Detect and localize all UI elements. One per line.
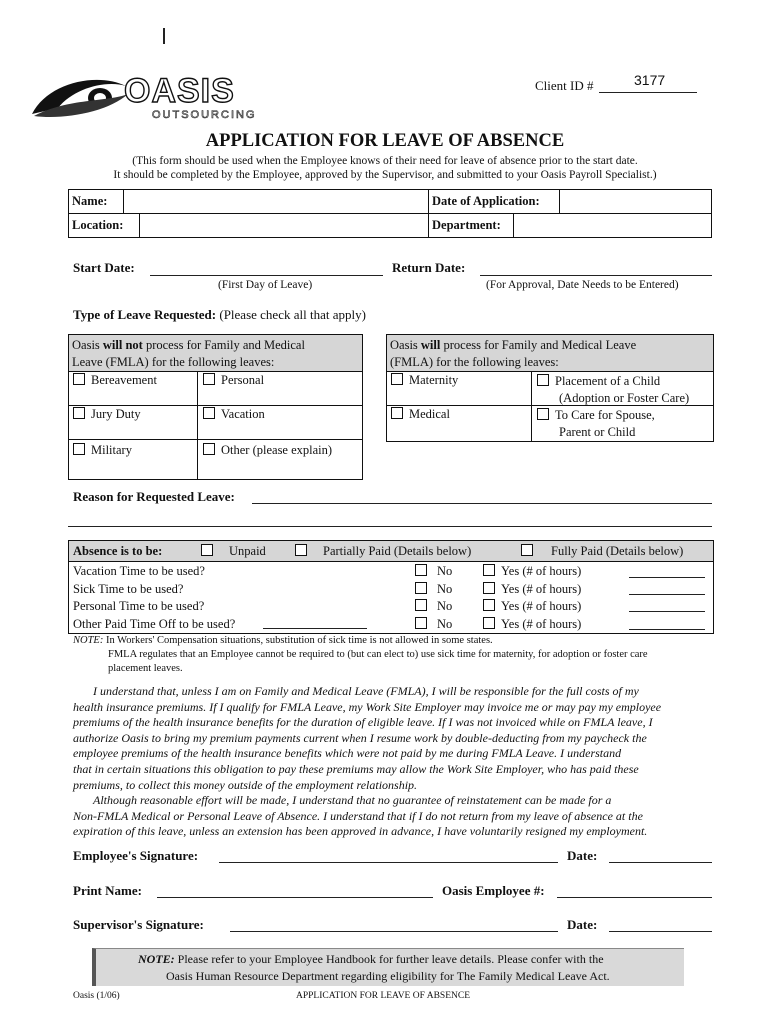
oasis-logo: [28, 68, 263, 123]
logo-text: OASIS: [124, 72, 235, 110]
personal-yes-label: Yes (# of hours): [501, 599, 582, 613]
reason-label: Reason for Requested Leave:: [73, 489, 235, 504]
personal-yes-checkbox[interactable]: [483, 599, 495, 611]
reason-field[interactable]: [252, 503, 712, 504]
personal-hours-field[interactable]: [629, 611, 705, 612]
vacation-option[interactable]: [203, 407, 265, 422]
vacation-yes-option[interactable]: [483, 563, 581, 581]
agreement-line-3: premiums of the health insurance benefits for the duration of eligible leave. If I was not invoiced while on FMLA leave, I: [73, 715, 653, 730]
fully-paid-checkbox[interactable]: [521, 544, 533, 556]
absence-box: [68, 540, 714, 634]
agreement-line-5: employee premiums of the health insurance benefits which were not paid by me during FMLA Leave. I understand: [73, 746, 622, 761]
bereavement-label: Bereavement: [91, 373, 157, 387]
sick-no-label: No: [437, 581, 453, 596]
client-id-value[interactable]: 3177: [634, 72, 666, 88]
sick-yes-label: Yes (# of hours): [501, 581, 582, 596]
agreement-line-10: expiration of this leave, unless an extension has been approved in advance, I have voluntarily resigned my employment.: [73, 824, 648, 839]
time-usage-list: [73, 563, 235, 633]
employee-signature-field[interactable]: [219, 862, 558, 863]
handbook-note-line-2: Oasis Human Resource Department regarding eligibility for The Family Medical Leave Act.: [166, 969, 610, 983]
footer-left: Oasis (1/06): [73, 991, 120, 1001]
military-checkbox[interactable]: [73, 443, 85, 455]
employee-date-label: Date:: [567, 848, 598, 863]
sick-no-option[interactable]: [415, 581, 452, 599]
non-fmla-header-text-2: process for Family and Medical: [142, 338, 305, 352]
start-date-label: Start Date:: [73, 260, 135, 275]
placement-option[interactable]: [537, 373, 689, 407]
other-pto-row: Other Paid Time Off to be used?: [73, 616, 236, 631]
maternity-checkbox[interactable]: [391, 373, 403, 385]
supervisor-signature-label: Supervisor's Signature:: [73, 917, 204, 932]
no-column: [415, 563, 452, 633]
bereavement-checkbox[interactable]: [73, 373, 85, 385]
agreement-line-4: authorize Oasis to bring my premium payments current when I resume work by double-deducting from my paycheck the: [73, 730, 647, 745]
other-yes-option[interactable]: [483, 616, 581, 634]
agreement-line-1: I understand that, unless I am on Family and Medical Leave (FMLA), I will be responsible for the full costs of my: [93, 684, 639, 698]
department-label: Department:: [429, 214, 514, 238]
military-option[interactable]: [73, 443, 132, 458]
medical-option[interactable]: [391, 407, 450, 422]
print-name-field[interactable]: [157, 897, 433, 898]
employee-info-table: [68, 189, 712, 214]
stray-mark: [163, 28, 165, 44]
handbook-note-prefix: NOTE:: [138, 952, 175, 966]
return-date-label: Return Date:: [392, 260, 466, 275]
location-field[interactable]: [140, 214, 429, 238]
fully-paid-label: Fully Paid (Details below): [551, 544, 684, 558]
note-line-1: [73, 635, 493, 646]
agreement-line-7: premiums, to collect this money outside of the employment relationship.: [73, 777, 418, 792]
care-option[interactable]: [537, 407, 655, 441]
placement-label: Placement of a Child: [555, 374, 661, 388]
fmla-header-text: Oasis: [390, 338, 421, 352]
sick-no-checkbox[interactable]: [415, 582, 427, 594]
other-no-option[interactable]: [415, 616, 452, 634]
vacation-hours-field[interactable]: [629, 577, 705, 578]
bereavement-option[interactable]: [73, 373, 157, 388]
personal-yes-option[interactable]: [483, 598, 581, 616]
maternity-label: Maternity: [409, 373, 459, 387]
medical-checkbox[interactable]: [391, 407, 403, 419]
unpaid-option[interactable]: [201, 544, 266, 559]
reason-field-line-2[interactable]: [68, 526, 712, 527]
supervisor-date-field[interactable]: [609, 931, 712, 932]
employee-signature-label: Employee's Signature:: [73, 848, 199, 863]
agreement-line-6: that in certain situations this obligation to pay these premiums may allow the Work Site Employer, who has paid these: [73, 761, 639, 776]
name-label: Name:: [69, 190, 124, 214]
partially-paid-label: Partially Paid (Details below): [323, 544, 472, 558]
other-yes-label: Yes (# of hours): [501, 616, 582, 631]
other-no-label: No: [437, 616, 453, 631]
non-fmla-box: [68, 334, 363, 480]
agreement-line-8: Although reasonable effort will be made, I understand that no guarantee of reinstatement can be made for a: [93, 793, 612, 808]
care-label: To Care for Spouse,: [555, 408, 655, 422]
personal-checkbox[interactable]: [203, 373, 215, 385]
personal-option[interactable]: [203, 373, 264, 388]
handbook-note-line-1: [138, 952, 604, 967]
client-id-label: Client ID #: [535, 78, 594, 93]
note-line-3: placement leaves.: [108, 663, 183, 674]
care-sub-label: Parent or Child: [559, 425, 636, 439]
name-field[interactable]: [124, 190, 429, 214]
care-checkbox[interactable]: [537, 408, 549, 420]
personal-no-checkbox[interactable]: [415, 599, 427, 611]
other-yes-checkbox[interactable]: [483, 617, 495, 629]
start-date-field[interactable]: [150, 275, 383, 276]
vacation-checkbox[interactable]: [203, 407, 215, 419]
other-label: Other (please explain): [221, 443, 333, 457]
maternity-option[interactable]: [391, 373, 458, 388]
placement-checkbox[interactable]: [537, 374, 549, 386]
type-of-leave-label: Type of Leave Requested:: [73, 307, 217, 322]
page-title: APPLICATION FOR LEAVE OF ABSENCE: [205, 131, 565, 151]
jury-duty-option[interactable]: [73, 407, 141, 422]
vacation-no-label: No: [437, 564, 453, 578]
partially-paid-checkbox[interactable]: [295, 544, 307, 556]
oasis-employee-label: Oasis Employee #:: [442, 883, 545, 898]
start-date-hint: (First Day of Leave): [218, 279, 313, 291]
fmla-header-text-2: process for Family and Medical Leave: [440, 338, 637, 352]
unpaid-checkbox[interactable]: [201, 544, 213, 556]
other-checkbox[interactable]: [203, 443, 215, 455]
non-fmla-header-text-3: Leave (FMLA) for the following leaves:: [72, 355, 275, 369]
absence-label: Absence is to be:: [73, 544, 163, 558]
fully-paid-option[interactable]: [521, 544, 683, 559]
date-of-application-field[interactable]: [560, 190, 712, 214]
supervisor-signature-field[interactable]: [230, 931, 558, 932]
oasis-employee-field[interactable]: [557, 897, 712, 898]
supervisor-date-label: Date:: [567, 917, 598, 932]
medical-label: Medical: [409, 407, 450, 421]
handbook-note-text-1: Please refer to your Employee Handbook for further leave details. Please confer with the: [174, 952, 604, 966]
footer-center: APPLICATION FOR LEAVE OF ABSENCE: [296, 991, 471, 1001]
other-pto-field[interactable]: [263, 628, 367, 629]
yes-column: [483, 563, 581, 633]
vacation-time-row: Vacation Time to be used?: [73, 564, 205, 578]
intro-line-1: (This form should be used when the Employee knows of their need for leave of absence prior to the start date.: [132, 155, 638, 167]
sick-yes-option[interactable]: [483, 581, 581, 599]
other-no-checkbox[interactable]: [415, 617, 427, 629]
logo-subtext: OUTSOURCING: [152, 109, 257, 121]
sick-time-row: Sick Time to be used?: [73, 581, 184, 596]
note-prefix: NOTE:: [73, 635, 104, 646]
return-date-field[interactable]: [480, 275, 712, 276]
vacation-no-checkbox[interactable]: [415, 564, 427, 576]
vacation-label: Vacation: [221, 407, 265, 421]
non-fmla-header-bold: will not: [102, 338, 143, 352]
sick-hours-field[interactable]: [629, 594, 705, 595]
department-field[interactable]: [514, 214, 712, 238]
personal-label: Personal: [221, 373, 265, 387]
other-option[interactable]: [203, 443, 332, 458]
intro-line-2: It should be completed by the Employee, approved by the Supervisor, and submitted to your Oasis Payroll Specialist.): [113, 169, 657, 181]
fmla-box: [386, 334, 714, 442]
sick-yes-checkbox[interactable]: [483, 582, 495, 594]
non-fmla-header-text: Oasis: [72, 338, 103, 352]
agreement-line-9: Non-FMLA Medical or Personal Leave of Absence. I understand that if I do not return from my leave of absence at the: [73, 808, 643, 823]
fmla-header-text-3: (FMLA) for the following leaves:: [390, 355, 559, 369]
fmla-header-bold: will: [420, 338, 441, 352]
vacation-yes-label: Yes (# of hours): [501, 564, 582, 578]
note-line-2: FMLA regulates that an Employee cannot be required to (but can elect to) use sick time for maternity, for adoption or foster care: [108, 649, 648, 660]
jury-duty-checkbox[interactable]: [73, 407, 85, 419]
location-table: [68, 213, 712, 238]
note-text-1: In Workers' Compensation situations, substitution of sick time is not allowed in some states.: [103, 635, 493, 646]
unpaid-label: Unpaid: [229, 544, 266, 558]
military-label: Military: [91, 443, 132, 457]
print-name-label: Print Name:: [73, 883, 142, 898]
agreement-line-2: health insurance premiums. If I qualify for FMLA Leave, my Work Site Employer may invoice me or may pay my employee: [73, 699, 662, 714]
handbook-note-box: [92, 948, 684, 986]
type-of-leave-instruction: (Please check all that apply): [219, 307, 366, 322]
personal-no-label: No: [437, 599, 453, 613]
personal-time-row: Personal Time to be used?: [73, 599, 205, 613]
return-date-hint: (For Approval, Date Needs to be Entered): [486, 279, 679, 291]
jury-duty-label: Jury Duty: [91, 407, 141, 421]
vacation-no-option[interactable]: [415, 563, 452, 581]
agreement-paragraph: [73, 684, 733, 840]
placement-sub-label: (Adoption or Foster Care): [559, 391, 690, 405]
other-hours-field[interactable]: [629, 629, 705, 630]
location-label: Location:: [69, 214, 140, 238]
partially-paid-option[interactable]: [295, 544, 471, 559]
employee-date-field[interactable]: [609, 862, 712, 863]
vacation-yes-checkbox[interactable]: [483, 564, 495, 576]
personal-no-option[interactable]: [415, 598, 452, 616]
date-of-application-label: Date of Application:: [429, 190, 560, 214]
